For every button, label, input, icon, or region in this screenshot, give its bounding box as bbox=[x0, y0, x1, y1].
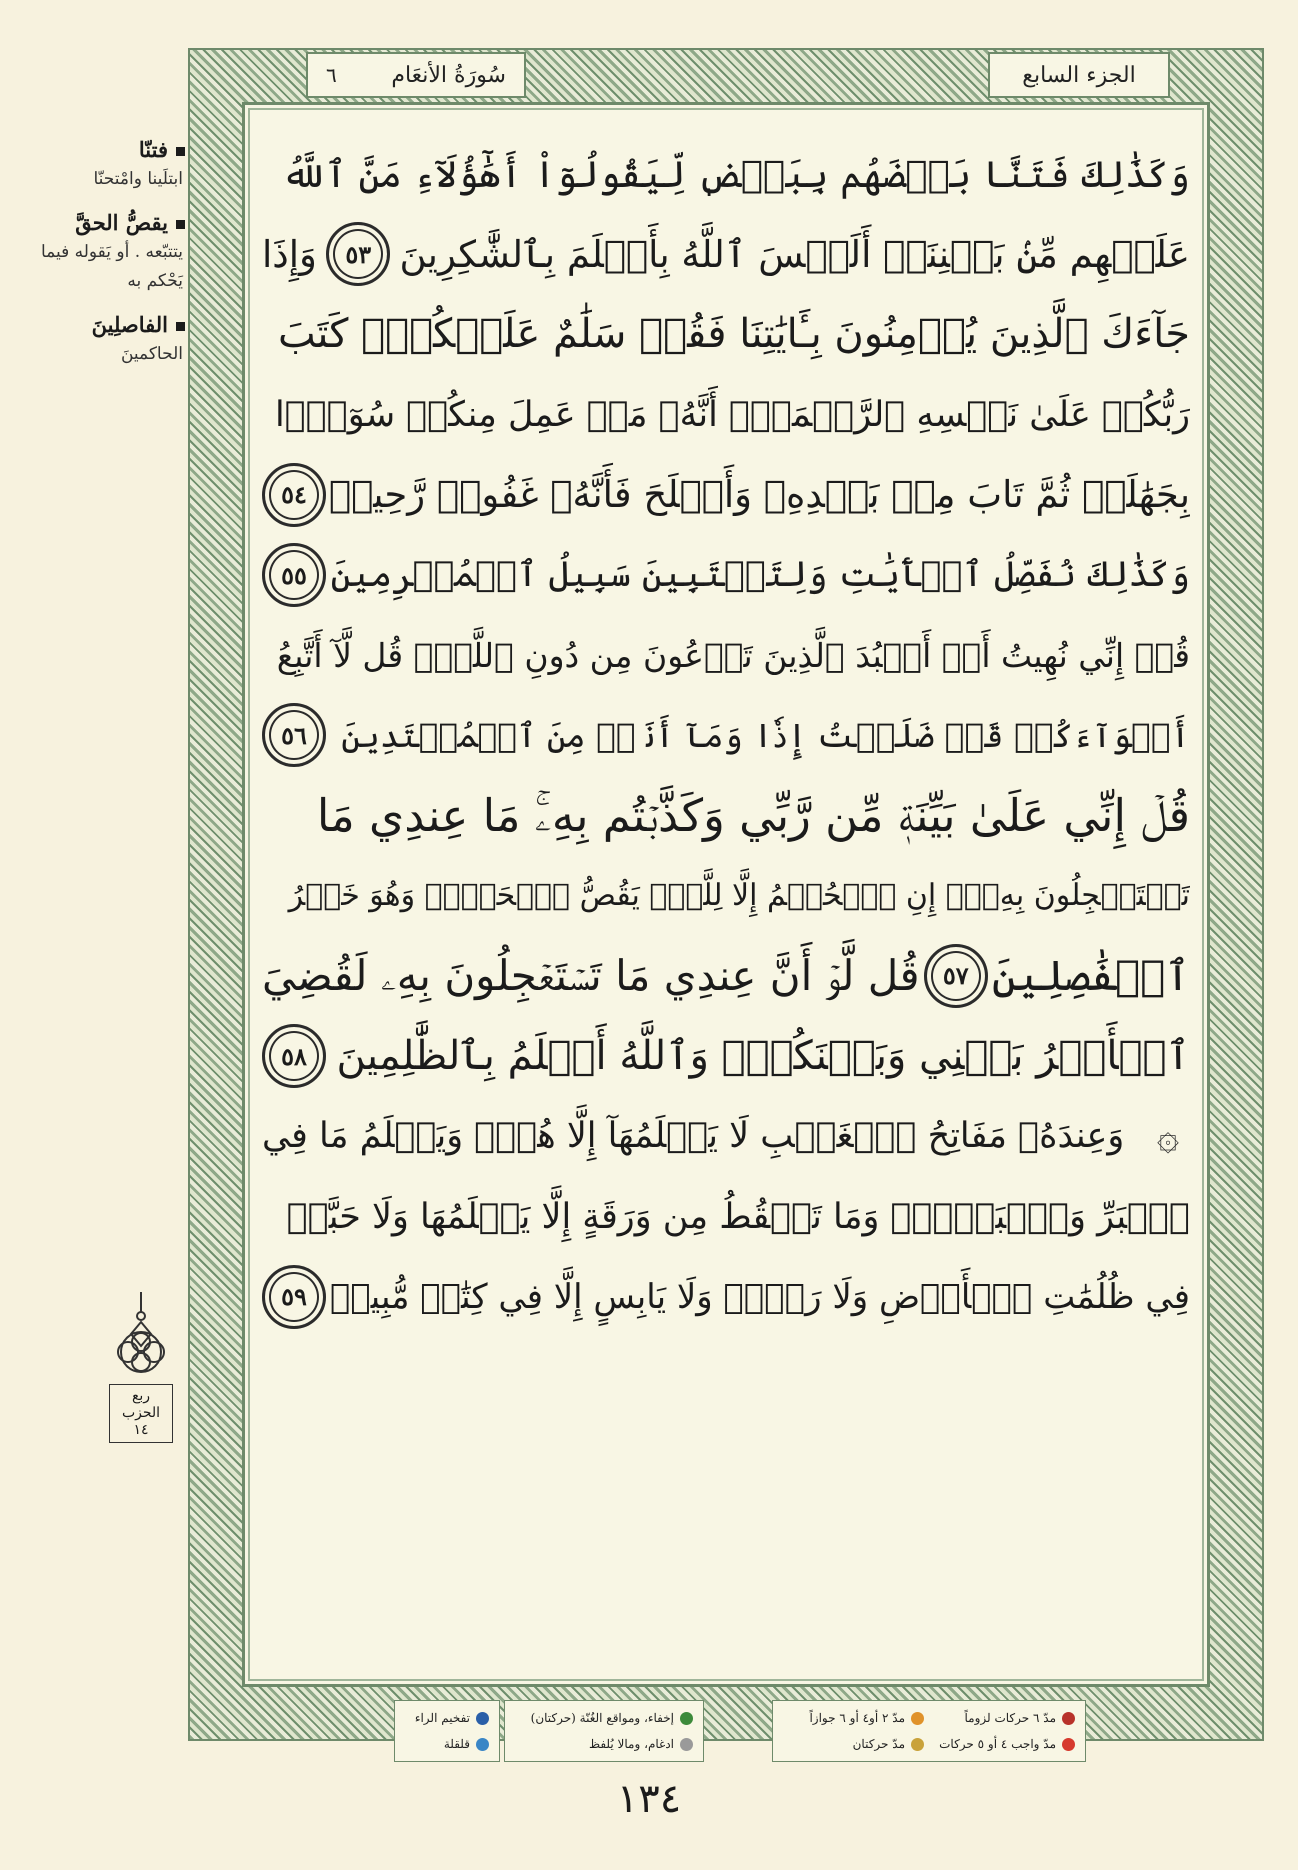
verse-line bbox=[262, 134, 1190, 214]
legend-item bbox=[783, 1737, 924, 1751]
color-dot-icon bbox=[476, 1738, 489, 1751]
verse-text: ٱلۡفَٰصِلِينَ bbox=[991, 951, 1190, 1001]
ayah-number-marker: ٥٣ bbox=[326, 222, 390, 286]
verse-line bbox=[262, 214, 1190, 294]
verse-text: قُلۡ إِنِّي عَلَىٰ بَيِّنَةٖ مِّن رَّبِّي وَكَذَّبۡتُم بِهِۦۚ مَا عِندِي مَا bbox=[316, 788, 1190, 842]
verse-line bbox=[262, 1257, 1190, 1337]
verse-text: ٱلۡبَرِّ وَٱلۡبَحۡرِۚ وَمَا تَسۡقُطُ مِن وَرَقَةٍ إِلَّا يَعۡلَمُهَا وَلَا حَبَّةٖ bbox=[286, 1196, 1190, 1237]
verse-text: وَكَذَٰلِكَ نُفَصِّلُ ٱلۡأٓيَٰتِ وَلِتَسۡتَبِينَ سَبِيلُ ٱلۡمُجۡرِمِينَ bbox=[330, 555, 1190, 596]
glossary-term-text: يقصُّ الحقَّ bbox=[75, 210, 168, 235]
verse-text: عَلَيۡهِم مِّنۢ بَيۡنِنَآۗ أَلَيۡسَ ٱللَّهُ بِأَعۡلَمَ بِٱلشَّٰكِرِينَ bbox=[399, 232, 1190, 276]
glossary-term-text: الفاصلِينَ bbox=[91, 312, 168, 337]
verse-line bbox=[262, 615, 1190, 695]
glossary-term bbox=[30, 208, 185, 238]
legend-label: مدّ ٢ أو٤ أو ٦ جوازاً bbox=[809, 1711, 905, 1725]
ayah-number-marker: ٥٨ bbox=[262, 1024, 326, 1088]
color-dot-icon bbox=[476, 1712, 489, 1725]
ayah-number-marker: ٥٤ bbox=[262, 463, 326, 527]
verse-text: بِجَهَٰلَةٖ ثُمَّ تَابَ مِنۢ بَعۡدِهِۦ وَأَصۡلَحَ فَأَنَّهُۥ غَفُورٞ رَّحِيمٞ bbox=[328, 473, 1190, 517]
verse-text: قُل لَّوۡ أَنَّ عِندِي مَا تَسۡتَعۡجِلُونَ بِهِۦ لَقُضِيَ bbox=[262, 950, 920, 1000]
legend-item bbox=[515, 1737, 693, 1751]
legend-item bbox=[515, 1711, 693, 1725]
color-dot-icon bbox=[680, 1712, 693, 1725]
verse-text: جَآءَكَ ٱلَّذِينَ يُؤۡمِنُونَ بِـَٔايَٰتِنَا فَقُلۡ سَلَٰمٌ عَلَيۡكُمۡۖ كَتَبَ bbox=[278, 311, 1190, 358]
page-number: ١٣٤ bbox=[616, 1776, 682, 1822]
verse-line bbox=[262, 294, 1190, 374]
glossary-entry bbox=[30, 310, 185, 369]
legend-label: مدّ حركتان bbox=[852, 1737, 905, 1751]
hizb-label-box bbox=[109, 1384, 173, 1443]
bullet-square-icon bbox=[176, 322, 185, 331]
hizb-ornament-icon bbox=[104, 1290, 178, 1380]
hizb-label-top: ربع bbox=[131, 1388, 151, 1404]
legend-item bbox=[405, 1711, 489, 1725]
legend-item bbox=[783, 1711, 924, 1725]
rub-el-hizb-star-icon: ۞ bbox=[1156, 1114, 1180, 1159]
surah-number: ٦ bbox=[326, 63, 337, 87]
verse-line bbox=[262, 1176, 1190, 1256]
glossary-definition: الحاكمينَ bbox=[120, 344, 183, 364]
verse-line bbox=[262, 1096, 1190, 1176]
surah-header bbox=[306, 52, 526, 98]
glossary-definition: يتتبّعه . أو يَقوله فيما يَحْكم به bbox=[40, 242, 183, 291]
glossary-entry bbox=[30, 208, 185, 296]
verse-text: وَإِذَا bbox=[262, 232, 317, 276]
ayah-number-marker: ٥٧ bbox=[924, 944, 988, 1008]
color-dot-icon bbox=[1062, 1738, 1075, 1751]
verse-text: وَعِندَهُۥ مَفَاتِحُ ٱلۡغَيۡبِ لَا يَعۡلَمُهَآ إِلَّا هُوَۚ وَيَعۡلَمُ مَا فِي bbox=[262, 1116, 1125, 1157]
legend-label: تفخيم الراء bbox=[414, 1711, 470, 1725]
verse-line bbox=[262, 936, 1190, 1016]
tajweed-legend-ghunna bbox=[504, 1700, 704, 1762]
verse-text: قُلۡ إِنِّي نُهِيتُ أَنۡ أَعۡبُدَ ٱلَّذِينَ تَدۡعُونَ مِن دُونِ ٱللَّهِۚ قُل لَّآ أَتَّبِعُ bbox=[276, 635, 1190, 675]
legend-item bbox=[934, 1737, 1075, 1751]
legend-label: قلقلة bbox=[443, 1737, 470, 1751]
verse-line bbox=[262, 535, 1190, 615]
legend-label: ادغام، ومالا يُلفظ bbox=[588, 1737, 674, 1751]
color-dot-icon bbox=[680, 1738, 693, 1751]
glossary-definition: ابتلَينا وامْتحنّا bbox=[93, 169, 183, 189]
tajweed-legend-ra bbox=[394, 1700, 500, 1762]
glossary-term bbox=[30, 135, 185, 165]
glossary-entry bbox=[30, 135, 185, 194]
legend-label: مدّ واجب ٤ أو ٥ حركات bbox=[939, 1737, 1056, 1751]
verse-text: أَهۡوَآءَكُمۡ قَدۡ ضَلَلۡتُ إِذٗا وَمَآ أَنَا۠ مِنَ ٱلۡمُهۡتَدِينَ bbox=[341, 715, 1190, 755]
ayah-number-marker: ٥٥ bbox=[262, 543, 326, 607]
bullet-square-icon bbox=[176, 220, 185, 229]
juz-header bbox=[988, 52, 1170, 98]
verse-line bbox=[262, 776, 1190, 856]
verse-line bbox=[262, 695, 1190, 775]
ayah-number-marker: ٥٩ bbox=[262, 1265, 326, 1329]
color-dot-icon bbox=[911, 1712, 924, 1725]
juz-name: الجزء السابع bbox=[1022, 62, 1136, 88]
ayah-number-marker: ٥٦ bbox=[262, 703, 326, 767]
verse-line bbox=[262, 455, 1190, 535]
bullet-square-icon bbox=[176, 147, 185, 156]
tajweed-legend-madd bbox=[772, 1700, 1086, 1762]
glossary-term bbox=[30, 310, 185, 340]
hizb-label-mid: الحزب bbox=[121, 1405, 161, 1421]
glossary-term-text: فتنّا bbox=[138, 137, 168, 162]
verse-text: تَسۡتَعۡجِلُونَ بِهِۦٓۚ إِنِ ٱلۡحُكۡمُ إِلَّا لِلَّهِۖ يَقُصُّ ٱلۡحَقَّۖ وَهُوَ خَيۡرُ bbox=[288, 878, 1190, 914]
verse-text: فِي ظُلُمَٰتِ ٱلۡأَرۡضِ وَلَا رَطۡبٖ وَلَا يَابِسٍ إِلَّا فِي كِتَٰبٖ مُّبِينٖ bbox=[329, 1276, 1190, 1317]
color-dot-icon bbox=[1062, 1712, 1075, 1725]
legend-label: مدّ ٦ حركات لزوماً bbox=[964, 1711, 1056, 1725]
verse-text: رَبُّكُمۡ عَلَىٰ نَفۡسِهِ ٱلرَّحۡمَةَۖ أَنَّهُۥ مَنۡ عَمِلَ مِنكُمۡ سُوٓءَۢا bbox=[275, 394, 1190, 435]
verse-text-block bbox=[262, 134, 1190, 1337]
verse-line bbox=[262, 1016, 1190, 1096]
legend-item bbox=[405, 1737, 489, 1751]
verse-line bbox=[262, 375, 1190, 455]
verse-line bbox=[262, 856, 1190, 936]
legend-item bbox=[934, 1711, 1075, 1725]
hizb-quarter-marker bbox=[104, 1290, 178, 1450]
verse-text: ٱلۡأَمۡرُ بَيۡنِي وَبَيۡنَكُمۡۗ وَٱللَّهُ أَعۡلَمُ بِٱلظَّٰلِمِينَ bbox=[336, 1033, 1190, 1080]
margin-glossary bbox=[30, 135, 185, 383]
surah-name: سُورَةُ الأنعَام bbox=[391, 62, 506, 88]
color-dot-icon bbox=[911, 1738, 924, 1751]
legend-label: إخفاء، ومواقع الغُنّة (حركتان) bbox=[530, 1711, 674, 1725]
verse-text: وَكَذَٰلِكَ فَتَنَّا بَعۡضَهُم بِبَعۡضٖ لِّيَقُولُوٓاْ أَهَٰٓؤُلَآءِ مَنَّ ٱللَّهُ bbox=[281, 152, 1190, 196]
hizb-number: ١٤ bbox=[133, 1422, 149, 1438]
